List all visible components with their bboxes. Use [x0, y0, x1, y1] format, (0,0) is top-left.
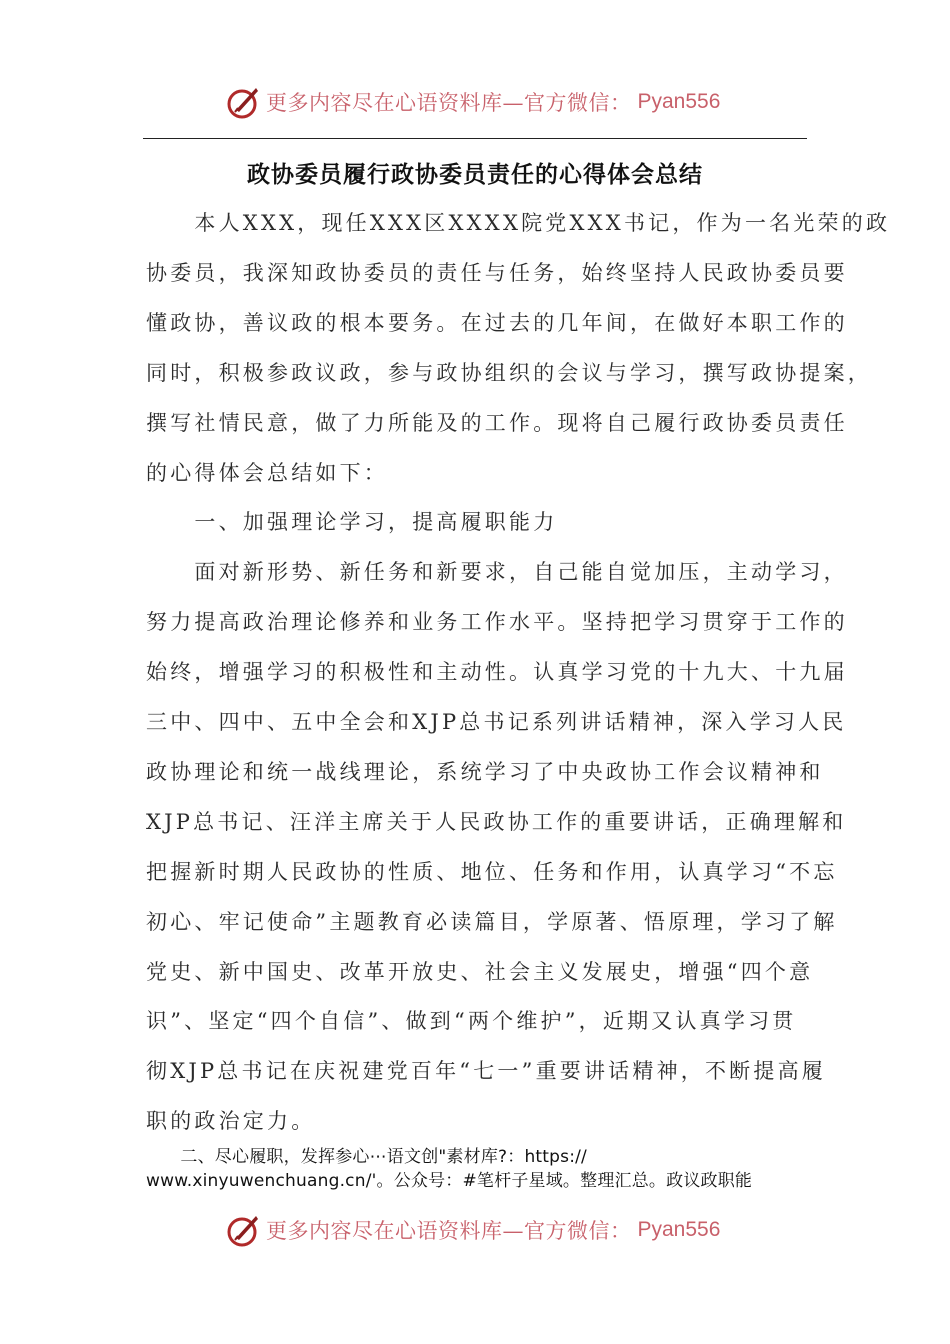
paragraph-line: 同时，积极参政议政，参与政协组织的会议与学习，撰写政协提案， [146, 360, 872, 385]
paragraph-line: 协委员，我深知政协委员的责任与任务，始终坚持人民政协委员要 [146, 260, 848, 285]
banner-text: 更多内容尽在心语资料库—官方微信： [266, 91, 632, 115]
paragraph-line: 职的政治定力。 [146, 1109, 316, 1134]
paragraph-line: 撰写社情民意，做了力所能及的工作。现将自己履行政协委员责任 [146, 410, 848, 435]
header-divider [143, 138, 807, 139]
banner-wechat-id: Pyan556 [637, 1218, 721, 1241]
paragraph-line: 的心得体会总结如下： [146, 460, 388, 485]
paragraph-line: 彻XJP总书记在庆祝建党百年“七一”重要讲话精神，不断提高履 [146, 1059, 826, 1084]
paragraph-line: 懂政协，善议政的根本要务。在过去的几年间，在做好本职工作的 [146, 310, 848, 335]
watermark-footer-line: 二、尽心履职，发挥参心⋯语文创"素材库?：https:// [146, 1147, 587, 1167]
paragraph-line: 三中、四中、五中全会和XJP总书记系列讲话精神，深入学习人民 [146, 710, 847, 734]
quill-logo-icon [226, 84, 262, 120]
paragraph-line: 把握新时期人民政协的性质、地位、任务和作用，认真学习“不忘 [146, 859, 838, 884]
watermark-footer-line: www.xinyuwenchuang.cn/'。公众号：#笔杆子星域。整理汇总。政议政职能 [146, 1171, 753, 1191]
quill-logo-icon [226, 1212, 262, 1248]
paragraph-line: 初心、牢记使命”主题教育必读篇目，学原著、悟原理，学习了解 [146, 909, 838, 934]
banner-text: 更多内容尽在心语资料库—官方微信： [266, 1219, 632, 1243]
paragraph-line: 努力提高政治理论修养和业务工作水平。坚持把学习贯穿于工作的 [146, 610, 848, 635]
paragraph-line: 识”、坚定“四个自信”、做到“两个维护”，近期又认真学习贯 [146, 1009, 797, 1034]
paragraph-line: XJP总书记、汪洋主席关于人民政协工作的重要讲话，正确理解和 [146, 809, 847, 834]
document-title: 政协委员履行政协委员责任的心得体会总结 [247, 162, 703, 188]
paragraph-line: 一、加强理论学习，提高履职能力 [146, 510, 558, 535]
footer-banner [226, 1210, 720, 1250]
paragraph-line: 党史、新中国史、改革开放史、社会主义发展史，增强“四个意 [146, 959, 814, 984]
paragraph-line: 始终，增强学习的积极性和主动性。认真学习党的十九大、十九届 [146, 660, 848, 685]
paragraph-line: 本人XXX，现任XXX区XXXX院党XXX书记，作为一名光荣的政 [146, 211, 891, 235]
header-banner [226, 82, 720, 122]
paragraph-line: 政协理论和统一战线理论，系统学习了中央政协工作会议精神和 [146, 759, 824, 784]
paragraph-line: 面对新形势、新任务和新要求，自己能自觉加压，主动学习， [146, 560, 848, 585]
banner-wechat-id: Pyan556 [637, 90, 721, 113]
